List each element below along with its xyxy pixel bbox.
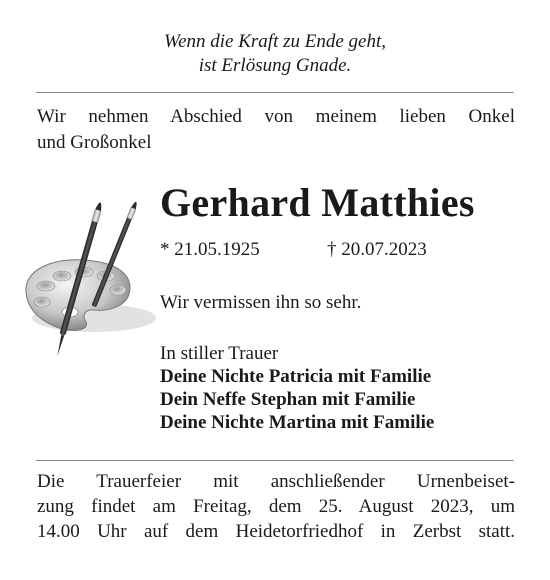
mourner-3: Deine Nichte Martina mit Familie — [160, 412, 435, 433]
mourning-heading: In stiller Trauer — [160, 343, 279, 364]
motto-verse — [0, 30, 550, 78]
funeral-line-2: zung findet am Freitag, dem 25. August 2023, um — [37, 496, 515, 517]
mourners-block — [160, 342, 434, 434]
intro-line-1: Wir nehmen Abschied von meinem lieben Onkel — [37, 106, 515, 127]
mourner-2: Dein Neffe Stephan mit Familie — [160, 389, 416, 410]
motto-line-2: ist Erlösung Gnade. — [198, 55, 352, 76]
remembrance-message: Wir vermissen ihn so sehr. — [160, 292, 362, 313]
funeral-info — [37, 469, 515, 544]
motto-line-1: Wenn die Kraft zu Ende geht, — [164, 31, 386, 52]
top-divider — [36, 92, 514, 93]
mourner-1: Deine Nichte Patricia mit Familie — [160, 366, 432, 387]
funeral-line-3: 14.00 Uhr auf dem Heidetorfriedhof in Zerbst statt. — [37, 521, 515, 542]
funeral-line-1: Die Trauerfeier mit anschließender Urnenbeiset- — [37, 471, 515, 492]
farewell-intro — [37, 104, 515, 156]
intro-line-2: und Großonkel — [37, 132, 152, 153]
death-date: † 20.07.2023 — [327, 239, 427, 260]
paint-palette-with-brushes-icon — [12, 200, 162, 370]
bottom-divider — [36, 460, 514, 461]
birth-date: * 21.05.1925 — [160, 239, 260, 260]
deceased-name: Gerhard Matthies — [160, 180, 475, 225]
